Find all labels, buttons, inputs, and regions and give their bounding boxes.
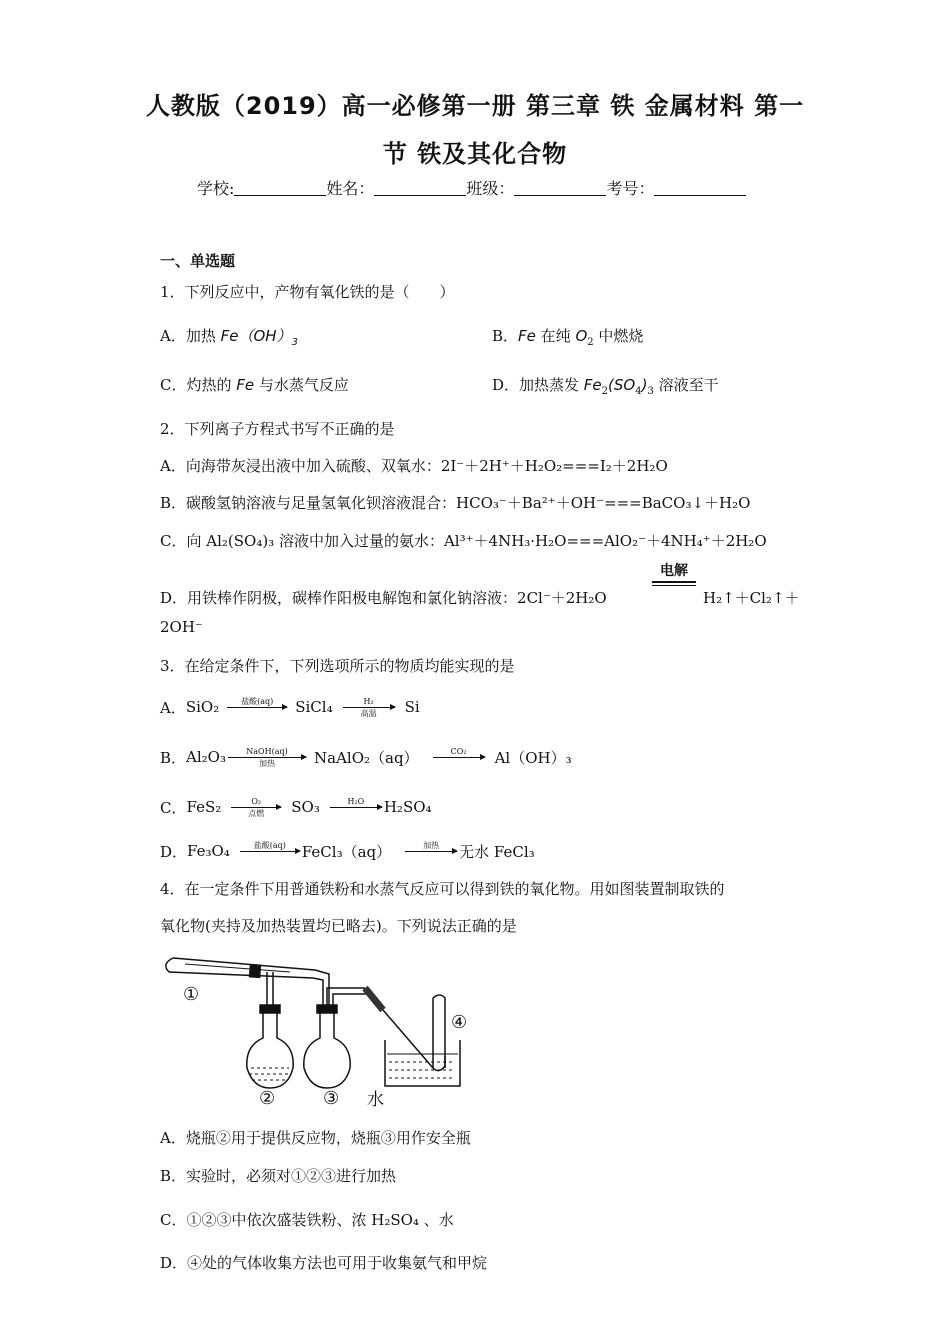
page-title-line1: 人教版（2019）高一必修第一册 第三章 铁 金属材料 第一 (145, 92, 805, 120)
reaction-arrow: O₂ 点燃 (231, 797, 281, 818)
reaction-arrow: CO₂ (433, 747, 485, 768)
exam-no-blank (654, 179, 746, 196)
q3-option-c: C． FeS₂ O₂ 点燃 SO₃ H₂O H₂SO₄ (160, 796, 432, 818)
reaction-arrow: NaOH(aq) 加热 (228, 747, 306, 768)
page-title-line2: 节 铁及其化合物 (382, 140, 568, 168)
q3-option-d: D． Fe₃O₄ 盐酸(aq) FeCl₃（aq） 加热 无水 FeCl₃ (160, 840, 535, 861)
name-label: 姓名： (326, 179, 375, 198)
label-4: ④ (451, 1012, 468, 1033)
name-blank (374, 179, 466, 196)
reaction-arrow: 盐酸(aq) (240, 841, 300, 862)
q1-option-b: B．Fe 在纯 $O_2$ 中燃烧 (492, 327, 644, 348)
q4-stem-line1: 4．在一定条件下用普通铁粉和水蒸气反应可以得到铁的氧化物。用如图装置制取铁的 (160, 880, 725, 898)
q3-stem: 3．在给定条件下，下列选项所示的物质均能实现的是 (160, 657, 515, 675)
q2-option-d-right: H₂↑＋Cl₂↑＋ (703, 589, 800, 607)
q4-option-b: B．实验时，必须对①②③进行加热 (160, 1167, 397, 1185)
apparatus-figure (155, 950, 485, 1115)
class-blank (514, 179, 606, 196)
q2-option-b: B．碳酸氢钠溶液与足量氢氧化钡溶液混合：HCO₃⁻＋Ba²⁺＋OH⁻===BaCO₃↓＋H₂O (160, 494, 751, 512)
section-title: 一、单选题 (160, 252, 236, 270)
q1-option-a: A．加热 $Fe(OH)_3$ (160, 327, 298, 348)
q2-option-c: C．向 Al₂(SO₄)₃ 溶液中加入过量的氨水：Al³⁺＋4NH₃·H₂O===AlO₂⁻＋4NH₄⁺＋2H₂O (160, 532, 767, 550)
q2-option-d-cont: 2OH⁻ (160, 618, 203, 636)
q2-option-d-left: D．用铁棒作阴极，碳棒作阳极电解饱和氯化钠溶液：2Cl⁻＋2H₂O (160, 589, 607, 607)
student-info-row (197, 176, 746, 199)
q1-option-d: D．加热蒸发 $Fe_2(SO_4)_3$ 溶液至干 (492, 376, 719, 397)
q1-stem: 1．下列反应中，产物有氧化铁的是（ ） (160, 283, 455, 301)
reaction-arrow: 盐酸(aq) (227, 697, 287, 718)
label-water: 水 (367, 1090, 384, 1110)
reaction-arrow: 加热 (405, 841, 457, 862)
label-3: ③ (323, 1088, 340, 1109)
school-label: 学校: (197, 179, 235, 198)
q4-stem-line2: 氧化物(夹持及加热装置均已略去)。下列说法正确的是 (160, 917, 517, 935)
reaction-arrow: H₂O (330, 797, 382, 818)
q2-option-a: A．向海带灰浸出液中加入硫酸、双氧水：2I⁻＋2H⁺＋H₂O₂===I₂＋2H₂O (160, 457, 668, 475)
q4-option-a: A．烧瓶②用于提供反应物，烧瓶③用作安全瓶 (160, 1129, 471, 1147)
q2-stem: 2．下列离子方程式书写不正确的是 (160, 420, 395, 438)
reaction-arrow: H₂ 高温 (343, 697, 395, 718)
q3-option-a: A． SiO₂ 盐酸(aq) SiCl₄ H₂ 高温 Si (160, 696, 420, 718)
q1-option-c: C．灼热的 Fe 与水蒸气反应 (160, 376, 349, 394)
school-blank (234, 179, 326, 196)
class-label: 班级： (466, 179, 515, 198)
electrolysis-condition: 电解 (652, 560, 696, 586)
label-1: ① (183, 984, 200, 1005)
label-2: ② (259, 1088, 276, 1109)
q4-option-d: D．④处的气体收集方法也可用于收集氨气和甲烷 (160, 1254, 488, 1272)
q4-option-c: C．①②③中依次盛装铁粉、浓 H₂SO₄ 、水 (160, 1211, 454, 1229)
q3-option-b: B． Al₂O₃ NaOH(aq) 加热 NaAlO₂（aq） CO₂ Al（OH）₃ (160, 746, 572, 768)
exam-no-label: 考号： (606, 179, 655, 198)
